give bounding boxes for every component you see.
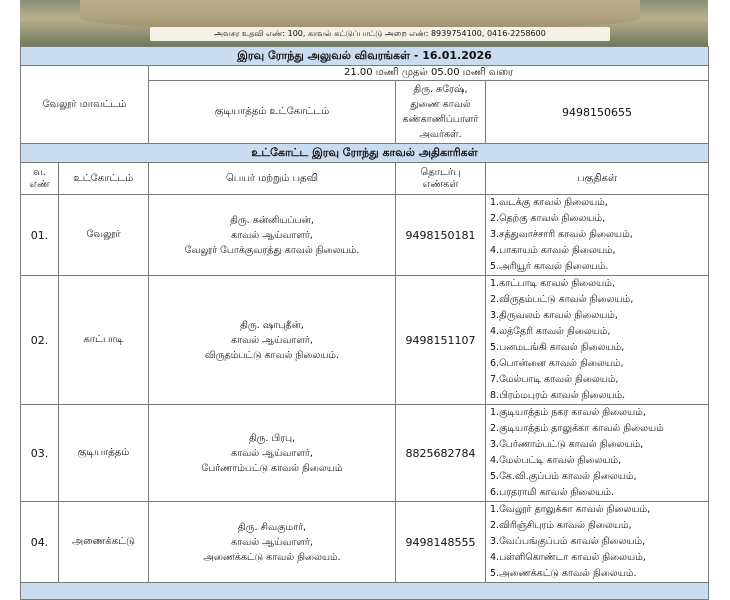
col-areas: பகுதிகள் xyxy=(486,163,709,195)
row-subdivision: காட்பாடி xyxy=(59,276,149,405)
station-item: 1.காட்பாடி காவல் நிலையம், xyxy=(490,278,615,289)
station-item: 5.அணைக்கட்டு காவல் நிலையம். xyxy=(490,568,637,579)
dsp-phone: 9498150655 xyxy=(486,81,709,144)
section-title: உட்கோட்ட இரவு ரோந்து காவல் அதிகாரிகள் xyxy=(21,144,709,163)
table-row xyxy=(21,502,709,583)
station-item: 6.பரதராமி காவல் நிலையம். xyxy=(490,487,615,498)
officer-line: திரு. சிவகுமார், xyxy=(237,521,307,533)
officer-line: காவல் ஆய்வாளர், xyxy=(231,536,313,548)
time-range: 21.00 மணி முதல் 05.00 மணி வரை xyxy=(149,66,709,81)
row-phone: 9498151107 xyxy=(396,276,486,405)
station-item: 4.பள்ளிகொண்டா காவல் நிலையம், xyxy=(490,552,646,563)
station-item: 1.வேலூர் தாலுக்கா காவல் நிலையம், xyxy=(490,504,651,515)
officer-line: காவல் ஆய்வாளர், xyxy=(231,447,313,459)
report-title: இரவு ரோந்து அலுவல் விவரங்கள் - 16.01.2026 xyxy=(21,47,709,66)
station-item: 1.குடியாத்தம் நகர காவல் நிலையம், xyxy=(490,407,646,418)
station-item: 2.தெற்கு காவல் நிலையம், xyxy=(490,213,606,224)
table-row xyxy=(21,195,709,276)
station-item: 2.குடியாத்தம் தாலுக்கா காவல் நிலையம் xyxy=(490,423,664,434)
row-subdivision: குடியாத்தம் xyxy=(59,405,149,502)
officer-line: துணை காவல் கண்காணிப்பாளர் xyxy=(402,99,479,125)
officer-line: அவர்கள். xyxy=(419,129,462,140)
officer-line: பேர்ணாம்பட்டு காவல் நிலையம் xyxy=(201,462,343,474)
station-item: 5.கே.வி.குப்பம் காவல் நிலையம், xyxy=(490,471,637,482)
district-label: வேலூர் மாவட்டம் xyxy=(21,66,149,144)
row-stations xyxy=(486,276,709,405)
station-item: 4.பாகாயம் காவல் நிலையம், xyxy=(490,245,616,256)
officer-line: திரு. பிரபு, xyxy=(248,432,296,444)
row-phone: 8825682784 xyxy=(396,405,486,502)
row-serial: 03. xyxy=(21,405,59,502)
officer-line: காவல் ஆய்வாளர், xyxy=(231,229,313,241)
col-serial: வ. எண் xyxy=(21,163,59,195)
row-officer xyxy=(149,502,396,583)
officer-line: திரு. ஷாபுதீன், xyxy=(240,319,304,331)
station-item: 3.திருவலம் காவல் நிலையம், xyxy=(490,310,618,321)
row-phone: 9498150181 xyxy=(396,195,486,276)
patrol-table xyxy=(20,46,709,600)
col-subdivision: உட்கோட்டம் xyxy=(59,163,149,195)
station-item: 3.வேப்பங்குப்பம் காவல் நிலையம், xyxy=(490,536,646,547)
row-stations xyxy=(486,405,709,502)
row-serial: 01. xyxy=(21,195,59,276)
col-name-post: பெயர் மற்றும் பதவி xyxy=(149,163,396,195)
officer-line: அணைக்கட்டு காவல் நிலையம். xyxy=(203,551,341,563)
station-item: 8.பிரம்மபுரம் காவல் நிலையம். xyxy=(490,390,626,401)
contact-line: அவசர உதவி எண்: 100, காவல் கட்டுப்பாட்டு அறை எண்: 8939754100, 0416-2258600 xyxy=(150,27,610,41)
row-officer xyxy=(149,195,396,276)
row-officer xyxy=(149,405,396,502)
row-serial: 04. xyxy=(21,502,59,583)
row-officer xyxy=(149,276,396,405)
row-subdivision: அணைக்கட்டு xyxy=(59,502,149,583)
station-item: 7.மேல்பாடி காவல் நிலையம், xyxy=(490,374,619,385)
station-item: 3.பேர்ணாம்பட்டு காவல் நிலையம், xyxy=(490,439,644,450)
officer-line: திரு. சுரேஷ், xyxy=(413,84,468,95)
row-stations xyxy=(486,502,709,583)
row-phone: 9498148555 xyxy=(396,502,486,583)
station-item: 6.பொன்னை காவல் நிலையம், xyxy=(490,358,624,369)
subdivision-name: குடியாத்தம் உட்கோட்டம் xyxy=(149,81,396,144)
station-item: 4.லத்தேரி காவல் நிலையம், xyxy=(490,326,611,337)
officer-line: காவல் ஆய்வாளர், xyxy=(231,334,313,346)
fort-photo xyxy=(80,0,640,30)
station-item: 1.வடக்கு காவல் நிலையம், xyxy=(490,197,608,208)
station-item: 3.சத்துவாச்சாரி காவல் நிலையம், xyxy=(490,229,633,240)
table-row xyxy=(21,405,709,502)
row-stations xyxy=(486,195,709,276)
officer-line: திரு. கன்னியப்பன், xyxy=(230,214,314,226)
footer-strip xyxy=(21,583,709,600)
station-item: 4.மேல்பட்டி காவல் நிலையம், xyxy=(490,455,622,466)
station-item: 5.பனமடங்கி காவல் நிலையம், xyxy=(490,342,625,353)
officer-line: விருதம்பட்டு காவல் நிலையம். xyxy=(204,349,340,361)
station-item: 5.அரியூர் காவல் நிலையம். xyxy=(490,261,609,272)
col-contact: தொடர்பு எண்கள் xyxy=(396,163,486,195)
station-item: 2.விரிஞ்சிபுரம் காவல் நிலையம், xyxy=(490,520,632,531)
officer-line: வேலூர் போக்குவரத்து காவல் நிலையம். xyxy=(184,244,360,256)
station-item: 2.விருதம்பட்டு காவல் நிலையம், xyxy=(490,294,634,305)
header-banner xyxy=(20,0,708,46)
dsp-officer xyxy=(396,81,486,144)
row-subdivision: வேலூர் xyxy=(59,195,149,276)
row-serial: 02. xyxy=(21,276,59,405)
table-row xyxy=(21,276,709,405)
